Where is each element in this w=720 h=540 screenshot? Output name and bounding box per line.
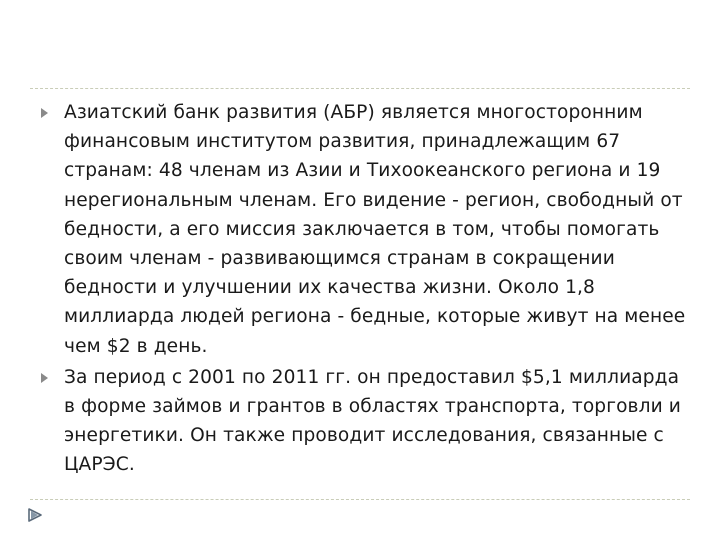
next-slide-icon[interactable] (26, 506, 44, 524)
bottom-divider (30, 499, 690, 500)
bullet-item-1 (38, 98, 688, 361)
triangle-right-icon (41, 373, 48, 383)
bullet-text: Азиатский банк развития (АБР) является многосторонним финансовым институтом развития, принадлежащим 67 странам: 48 членам из Азии и Тихоокеанского региона и 19 нерегиональным членам. Его видение - регион, свободный от бедности, а его миссия заключается в том, чтобы помогать своим членам - развивающимся странам в сокращении бедности и улучшении их качества жизни. Около 1,8 миллиарда людей региона - бедные, которые живут на менее чем $2 в день. (64, 102, 686, 357)
bullet-item-2 (38, 363, 688, 480)
top-divider (30, 88, 690, 89)
triangle-right-icon (41, 108, 48, 118)
slide-body (38, 98, 688, 482)
bullet-text: За период с 2001 по 2011 гг. он предоставил $5,1 миллиарда в форме займов и грантов в областях транспорта, торговли и энергетики. Он также проводит исследования, связанные с ЦАРЭС. (64, 366, 681, 476)
